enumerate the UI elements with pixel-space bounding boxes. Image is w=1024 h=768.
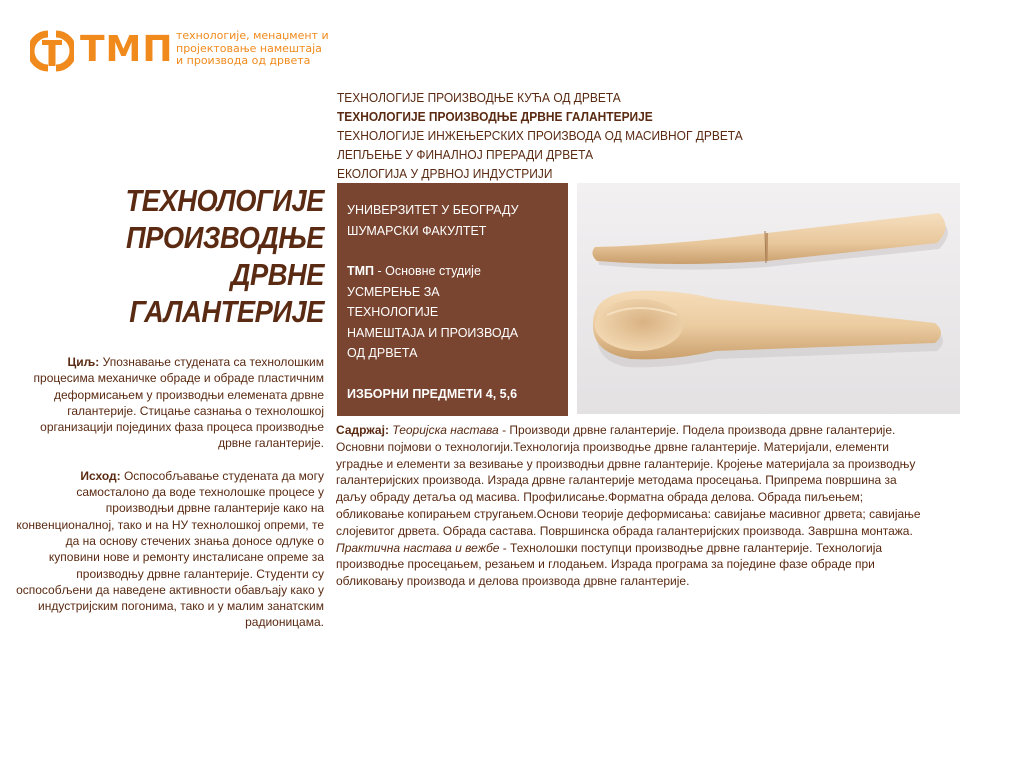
course-objectives xyxy=(12,354,324,647)
university-name: УНИВЕРЗИТЕТ У БЕОГРАДУ xyxy=(347,203,519,217)
theory-label: Теоријска настава xyxy=(392,423,499,437)
page-title-line: ГАЛАНТЕРИЈЕ xyxy=(129,294,324,329)
goal-text: Упознавање студената са технолошким процесима механичке обраде и обраде пластичним деформисањем у производњи елемената дрвне галантерије. Стицање сазнања о технолошкој организацији појединих фаза процеса производње дрвне галантерије. xyxy=(33,355,324,451)
direction-line: НАМЕШТАЈА И ПРОИЗВОДА xyxy=(347,325,519,340)
program-info-box xyxy=(337,183,568,416)
menu-item-house-technology[interactable]: ТЕХНОЛОГИЈЕ ПРОИЗВОДЊЕ КУЋА ОД ДРВЕТА xyxy=(337,90,621,105)
content-label: Садржај: xyxy=(336,423,393,437)
direction-line: УСМЕРЕЊЕ ЗА xyxy=(347,284,440,299)
logo-tagline-line: и производа од дрвета xyxy=(176,54,311,67)
menu-item-engineered-wood[interactable]: ТЕХНОЛОГИЈЕ ИНЖЕЊЕРСКИХ ПРОИЗВОДА ОД МАСИВНОГ ДРВЕТА xyxy=(337,128,743,143)
program-level: - Основне студије xyxy=(374,264,481,278)
course-content xyxy=(336,422,926,590)
wooden-utensils-photo xyxy=(577,183,960,414)
practice-label: Практична настава и вежбе xyxy=(336,540,500,555)
outcome-label: Исход: xyxy=(80,468,124,483)
program-line xyxy=(347,261,558,282)
menu-item-wood-accessories[interactable]: ТЕХНОЛОГИЈЕ ПРОИЗВОДЊЕ ДРВНЕ ГАЛАНТЕРИЈЕ xyxy=(337,109,653,124)
page-title-line: ДРВНЕ xyxy=(230,257,324,292)
goal-label: Циљ: xyxy=(67,355,103,369)
direction-line: ТЕХНОЛОГИЈЕ xyxy=(347,305,439,319)
page-title-line: ТЕХНОЛОГИЈЕ xyxy=(125,183,324,218)
outcome-text: Оспособљавање студената да могу самосталоно да воде технолошке процесе у производњи дрвне галантерије како на конвенционалној, тако и на НУ технолошкој опреми, те да на основу стечених знања доносе одлуке о куповини нове и ремонту инсталисане опреме за производњу дрвне галантерије. Студенти су оспособљени да наведене активности обављају како у индустријским погонима, тако и у малим занатским радионицама. xyxy=(16,468,324,630)
tmp-logo-mark-icon xyxy=(30,28,74,74)
program-abbr: ТМП xyxy=(347,264,375,278)
logo-tagline-line: технологије, менаџмент и xyxy=(176,29,329,42)
page-title-line: ПРОИЗВОДЊЕ xyxy=(126,220,324,255)
logo-tagline-line: пројектовање намештаја xyxy=(176,41,322,55)
menu-item-ecology[interactable]: ЕКОЛОГИЈА У ДРВНОЈ ИНДУСТРИЈИ xyxy=(337,166,553,181)
goal-paragraph xyxy=(12,354,324,452)
page-title xyxy=(60,182,324,330)
electives-text: ИЗБОРНИ ПРЕДМЕТИ 4, 5,6 xyxy=(347,386,518,401)
faculty-name: ШУМАРСКИ ФАКУЛТЕТ xyxy=(347,223,487,238)
tmp-logo xyxy=(30,28,330,74)
theory-text: - Производи дрвне галантерије. Подела производа дрвне галантерије. Основни појмови о технологији.Технологија производње дрвне галантерије. Материјали, елементи уградње и елементи за везивање у производњи дрвне галантерије. Кројење материјала за производњу галантеријских производа. Израда дрвне галантерије методама просецања. Припрема површина за даљу обраду детаља од масива. Профилисање.Форматна обрада делова. Обрада пиљењем; обликовање копирањем стругањем.Основи теорије деформисања: савијање масивног дрвета; савијање слојевитог дрвета. Обрада састава. Површинска обрада галантеријских производа. Завршна монтажа. xyxy=(336,423,921,538)
course-menu xyxy=(337,88,997,183)
wooden-utensils-image xyxy=(577,183,960,414)
electives-label xyxy=(347,384,558,405)
outcome-paragraph xyxy=(12,468,324,631)
logo-tagline xyxy=(176,30,329,68)
direction-line: ОД ДРВЕТА xyxy=(347,346,418,360)
practice-text: - Технолошки поступци производње дрвне галантерије. Технологија производње просецањем, резањем и глодањем. Израда програма за поједине фазе обраде при обликовању производа и делова производа дрвне галантерије. xyxy=(336,540,883,589)
logo-letters: ТМП xyxy=(80,29,174,70)
menu-item-gluing[interactable]: ЛЕПЉЕЊЕ У ФИНАЛНОЈ ПРЕРАДИ ДРВЕТА xyxy=(337,147,594,162)
